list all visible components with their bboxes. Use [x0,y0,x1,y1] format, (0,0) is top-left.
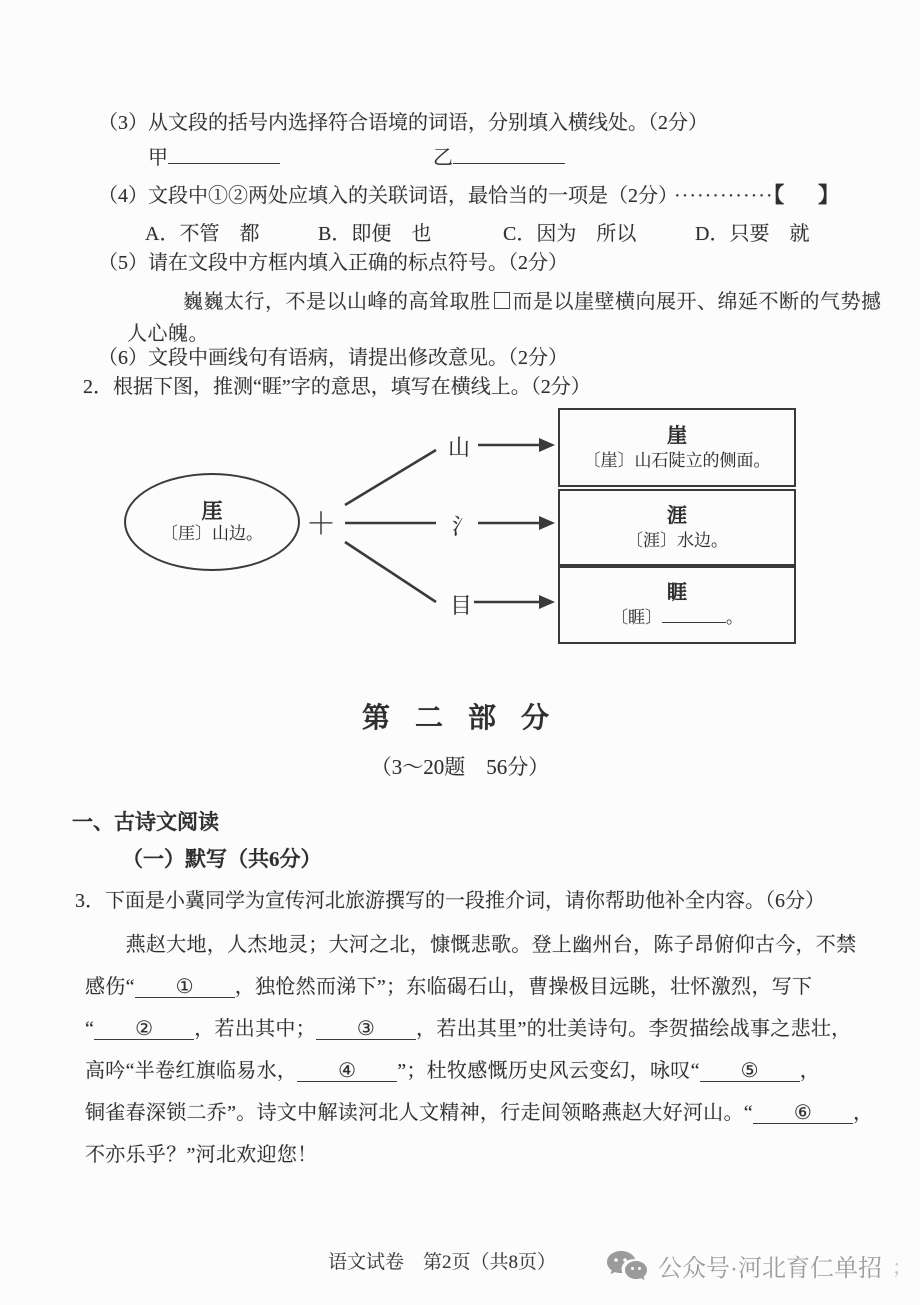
option-a: A．不管 都 [145,223,260,245]
paragraph-text: 燕赵大地，人杰地灵；大河之北，慷慨悲歌。登上幽州台，陈子昂俯仰古今，不禁 [85,934,857,956]
question-1-4 [98,184,839,207]
subsection-heading: （一）默写（共6分） [122,847,322,871]
watermark-text: 公众号·河北育仁单招 [658,1255,882,1282]
blank-yi [433,147,565,169]
result-char-eye: 睚 [667,582,687,604]
source-gloss: 〔厓〕山边。 [161,524,263,543]
question-2-label: 2．根据下图，推测“睚”字的意思，填写在横线上。（2分） [83,376,591,398]
fill-in-blank: ④ [297,1061,397,1082]
question-1-3-label: （3）从文段的括号内选择符合语境的词语，分别填入横线处。（2分） [98,112,708,134]
paragraph-line [85,966,865,1008]
arrowhead-middle [539,516,555,530]
paragraph-text: ，若出其中； [194,1018,316,1040]
blank-jia-label: 甲 [148,147,168,169]
source-character-ellipse [124,473,300,571]
paragraph-text: 不亦乐乎？”河北欢迎您！ [85,1144,318,1166]
watermark-trailing-mark: ； [892,1257,912,1279]
punctuation-box [494,292,510,309]
connector-line-top [345,450,436,505]
paragraph-text: 高吟“半卷红旗临易水， [85,1060,298,1082]
result-box-ya-eye [558,566,796,644]
answer-bracket-close: 】 [818,183,840,207]
paragraph-text: ， [852,1102,874,1124]
source-character: 厓 [201,499,223,523]
paragraph-text: ，独怆然而涕下”；东临碣石山，曹操极目远眺，壮怀激烈，写下 [234,976,813,998]
paragraph-line [85,1050,865,1092]
page-footer-label: 语文试卷 第2页（共8页） [328,1252,557,1273]
result-gloss-eye-pre: 〔睚〕 [611,608,662,627]
question-1-4-label: （4）文段中①②两处应填入的关联词语，最恰当的一项是（2分） [98,185,668,207]
result-gloss-cliff: 〔崖〕山石陡立的侧面。 [583,450,771,470]
paragraph-line [85,1008,865,1050]
fill-in-blank: ③ [316,1019,416,1040]
recitation-paragraph [85,924,874,1176]
blank-yi-line [453,147,565,164]
character-diagram [0,398,920,660]
fill-in-blank: ⑥ [753,1103,853,1124]
fill-in-blank: ⑤ [700,1061,800,1082]
result-box-ya-shore [558,489,796,566]
arrowhead-bottom [539,595,555,609]
paragraph-line [85,1134,865,1176]
option-b: B．即便 也 [318,223,432,245]
wechat-icon [606,1249,648,1283]
radical-water: 氵 [452,514,475,539]
radical-mountain: 山 [448,435,471,460]
result-gloss-eye [611,606,743,630]
fill-in-blank: ② [94,1019,194,1040]
answer-bracket-open: 【 [773,183,785,207]
option-c: C．因为 所以 [503,223,637,245]
connector-line-bottom [345,542,436,602]
paragraph-text: “ [85,1018,95,1040]
result-gloss-eye-post: 。 [726,608,743,627]
leader-dots: ············· [674,185,774,207]
paragraph-text: ”；杜牧感慨历史风云变幻，咏叹“ [397,1060,700,1082]
blank-yi-label: 乙 [433,147,453,169]
question-1-5-label: （5）请在文段中方框内填入正确的标点符号。（2分） [98,252,568,274]
plus-sign: ＋ [306,508,336,541]
fill-in-blank: ① [135,977,235,998]
question-1-6-label: （6）文段中画线句有语病，请提出修改意见。（2分） [98,347,568,369]
watermark [606,1248,912,1283]
arrowhead-top [539,438,555,452]
result-char-shore: 涯 [667,504,687,527]
part2-title: 第 二 部 分 [361,703,558,734]
result-char-cliff: 崖 [667,424,687,447]
result-box-ya-cliff [558,408,796,487]
paragraph-text: ，若出其里”的壮美诗句。李贺描绘战事之悲壮， [416,1018,852,1040]
section-heading: 一、古诗文阅读 [72,810,219,834]
result-gloss-eye-blank [662,608,726,623]
blank-jia [148,147,280,169]
paragraph-text: 感伤“ [85,976,135,998]
passage-line-1-pre: 巍巍太行，不是以山峰的高耸取胜 [183,291,491,313]
part2-subtitle: （3～20题 56分） [370,755,550,779]
question-3-intro: 3．下面是小冀同学为宣传河北旅游撰写的一段推介词，请你帮助他补全内容。（6分） [75,890,825,912]
paragraph-text: 铜雀春深锁二乔”。诗文中解读河北人文精神，行走间领略燕赵大好河山。“ [85,1102,753,1124]
passage-line-2: 人心魄。 [127,323,209,345]
radical-eye: 目 [450,593,473,618]
option-d: D．只要 就 [695,223,810,245]
paragraph-line [85,1092,874,1134]
passage-line-1 [183,285,882,314]
passage-line-1-post: 而是以崖壁横向展开、绵延不断的气势撼 [512,291,882,313]
result-gloss-shore: 〔涯〕水边。 [626,530,728,550]
paragraph-text: ， [799,1060,821,1082]
blank-jia-line [168,147,280,164]
paragraph-line [85,924,865,966]
